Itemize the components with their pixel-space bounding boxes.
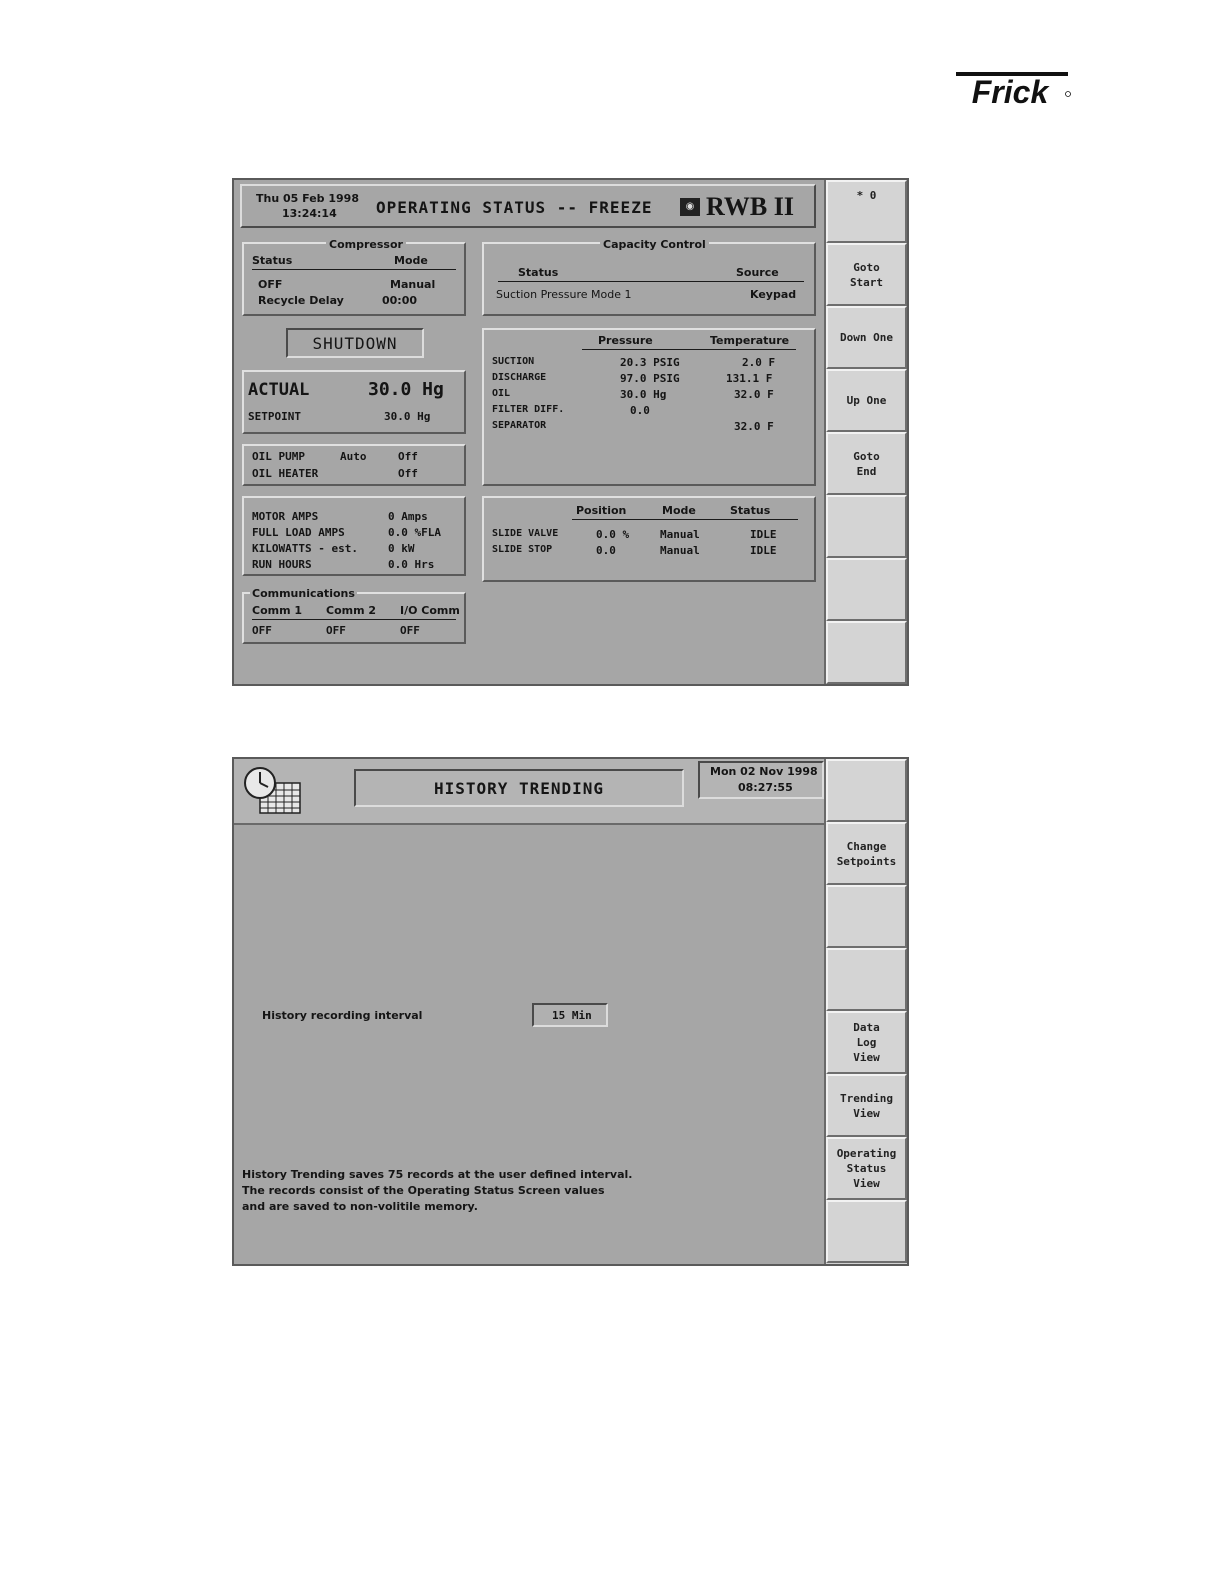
comm2-value: OFF — [326, 624, 346, 637]
run-hours-label: RUN HOURS — [252, 558, 312, 571]
oil-temperature: 32.0 F — [734, 388, 774, 401]
actual-setpoint-group — [242, 370, 466, 434]
oil-heater-state: Off — [398, 467, 418, 480]
interval-value: 15 Min — [552, 1009, 592, 1022]
comm1-header: Comm 1 — [252, 604, 303, 617]
oil-label: OIL — [492, 388, 511, 399]
slide-valve-mode: Manual — [660, 528, 700, 541]
operating-status-screen — [232, 178, 909, 686]
compressor-mode-header: Mode — [394, 254, 428, 267]
actual-value: 30.0 Hg — [368, 379, 444, 400]
data-log-view-button[interactable]: Data Log View — [826, 1011, 907, 1074]
compressor-mode-value: Manual — [390, 278, 436, 291]
history-time: 08:27:55 — [738, 781, 793, 794]
kilowatts-label: KILOWATTS - est. — [252, 542, 358, 555]
setpoint-value: 30.0 Hg — [384, 410, 431, 423]
up-one-button[interactable]: Up One — [826, 369, 907, 432]
actual-label: ACTUAL — [248, 380, 310, 400]
oil-pump-mode: Auto — [340, 450, 367, 463]
capacity-source-value: Keypad — [750, 288, 797, 301]
separator-temperature: 32.0 F — [734, 420, 774, 433]
slide-mode-header: Mode — [662, 504, 696, 517]
history-softkey-3[interactable] — [826, 885, 907, 948]
operating-status-softkeys — [824, 180, 907, 684]
run-hours-value: 0.0 Hrs — [388, 558, 435, 571]
history-note-line-1: History Trending saves 75 records at the user defined interval. — [242, 1168, 633, 1181]
setpoint-label: SETPOINT — [248, 410, 301, 423]
temperature-header: Temperature — [710, 334, 790, 347]
capacity-control-group — [482, 238, 816, 316]
comm1-value: OFF — [252, 624, 272, 637]
comm2-header: Comm 2 — [326, 604, 377, 617]
oil-heater-label: OIL HEATER — [252, 467, 319, 480]
history-softkey-1[interactable] — [826, 759, 907, 822]
slide-stop-status: IDLE — [750, 544, 777, 557]
pressure-header: Pressure — [598, 334, 653, 347]
down-one-button[interactable]: Down One — [826, 306, 907, 369]
softkey-8[interactable] — [826, 621, 907, 684]
slide-header-rule — [572, 519, 798, 520]
goto-end-button[interactable]: Goto End — [826, 432, 907, 495]
capacity-heading: Capacity Control — [600, 238, 709, 251]
full-load-amps-label: FULL LOAD AMPS — [252, 526, 345, 539]
oil-pressure: 30.0 Hg — [620, 388, 667, 401]
trending-view-button[interactable]: Trending View — [826, 1074, 907, 1137]
history-datetime-box — [698, 761, 824, 799]
history-title-box — [354, 769, 684, 807]
interval-input[interactable] — [532, 1003, 608, 1027]
compressor-heading: Compressor — [326, 238, 406, 251]
slide-status-header: Status — [730, 504, 771, 517]
operating-status-view-button[interactable]: Operating Status View — [826, 1137, 907, 1200]
history-softkey-8[interactable] — [826, 1200, 907, 1263]
history-page-title: HISTORY TRENDING — [433, 778, 605, 798]
filter-diff-label: FILTER DIFF. — [492, 404, 565, 415]
oil-pump-label: OIL PUMP — [252, 450, 305, 463]
compressor-status-value: OFF — [258, 278, 283, 291]
page-title: OPERATING STATUS -- FREEZE — [376, 198, 653, 217]
shutdown-indicator — [286, 328, 424, 358]
io-comm-header: I/O Comm — [400, 604, 460, 617]
recycle-delay-value: 00:00 — [382, 294, 418, 307]
slide-valve-label: SLIDE VALVE — [492, 528, 559, 539]
change-setpoints-button[interactable]: Change Setpoints — [826, 822, 907, 885]
header-time: 13:24:14 — [282, 207, 337, 220]
motor-amps-value: 0 Amps — [388, 510, 428, 523]
pt-header-rule — [582, 349, 796, 350]
softkey-6[interactable] — [826, 495, 907, 558]
slide-valve-status: IDLE — [750, 528, 777, 541]
communications-group — [242, 587, 466, 644]
interval-label: History recording interval — [262, 1009, 423, 1022]
recycle-delay-label: Recycle Delay — [258, 294, 344, 307]
compressor-status-header: Status — [252, 254, 293, 267]
history-trending-screen — [232, 757, 909, 1266]
communications-heading: Communications — [252, 587, 355, 600]
oil-group — [242, 444, 466, 486]
capacity-status-value: Suction Pressure Mode 1 — [496, 288, 632, 301]
header-bar — [240, 184, 816, 228]
slide-stop-position: 0.0 — [596, 544, 616, 557]
discharge-pressure: 97.0 PSIG — [620, 372, 680, 385]
slide-group — [482, 496, 816, 582]
discharge-temperature: 131.1 F — [726, 372, 773, 385]
history-softkey-4[interactable] — [826, 948, 907, 1011]
clock-calendar-icon — [242, 765, 304, 815]
history-date: Mon 02 Nov 1998 — [710, 765, 818, 778]
slide-stop-mode: Manual — [660, 544, 700, 557]
history-note-line-3: and are saved to non-volitile memory. — [242, 1200, 478, 1213]
history-trending-softkeys — [824, 759, 907, 1264]
vilter-badge-icon: ◉ — [680, 198, 700, 216]
suction-pressure: 20.3 PSIG — [620, 356, 680, 369]
slide-valve-position: 0.0 % — [596, 528, 630, 541]
full-load-amps-value: 0.0 %FLA — [388, 526, 441, 539]
capacity-status-header: Status — [518, 266, 559, 279]
shutdown-label: SHUTDOWN — [312, 333, 398, 353]
softkey-1[interactable]: * 0 — [826, 180, 907, 243]
separator-label: SEPARATOR — [492, 420, 547, 431]
kilowatts-value: 0 kW — [388, 542, 415, 555]
suction-label: SUCTION — [492, 356, 535, 367]
oil-pump-state: Off — [398, 450, 418, 463]
capacity-header-rule — [498, 281, 804, 282]
pressure-temperature-group — [482, 328, 816, 486]
goto-start-button[interactable]: Goto Start — [826, 243, 907, 306]
history-header-band — [234, 759, 826, 825]
compressor-header-rule — [252, 269, 456, 270]
softkey-7[interactable] — [826, 558, 907, 621]
model-name: RWB II — [706, 192, 794, 221]
slide-position-header: Position — [576, 504, 627, 517]
communications-header-rule — [252, 619, 456, 620]
compressor-group — [242, 238, 466, 316]
frick-logo — [950, 70, 1072, 110]
filter-diff-pressure: 0.0 — [630, 404, 650, 417]
history-note-line-2: The records consist of the Operating Status Screen values — [242, 1184, 605, 1197]
header-date: Thu 05 Feb 1998 — [256, 192, 359, 205]
logo-text: Frick — [971, 74, 1049, 110]
capacity-source-header: Source — [736, 266, 779, 279]
slide-stop-label: SLIDE STOP — [492, 544, 553, 555]
motor-amps-label: MOTOR AMPS — [252, 510, 319, 523]
io-comm-value: OFF — [400, 624, 420, 637]
discharge-label: DISCHARGE — [492, 372, 547, 383]
suction-temperature: 2.0 F — [742, 356, 776, 369]
motor-group — [242, 496, 466, 576]
